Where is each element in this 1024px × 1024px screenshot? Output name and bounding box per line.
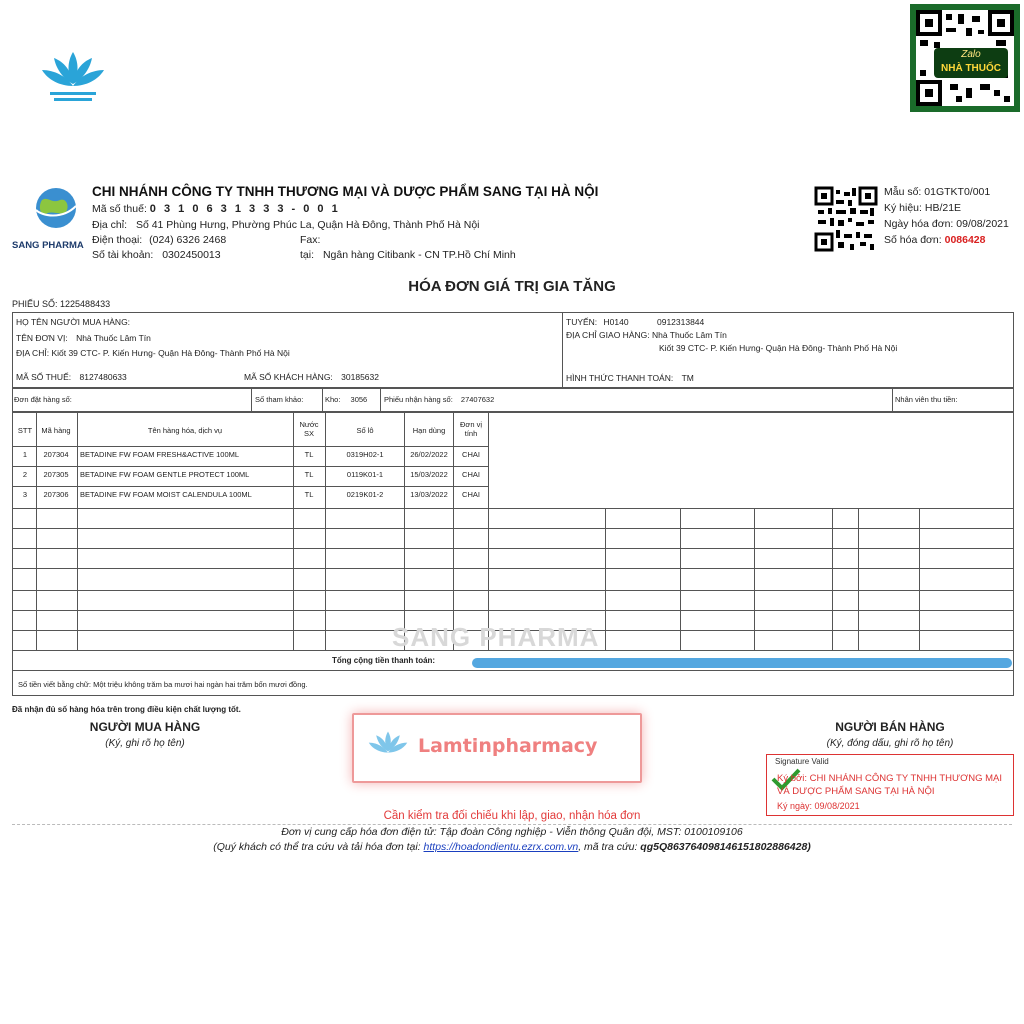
seller-sign-title: NGƯỜI BÁN HÀNG — [835, 720, 945, 734]
delivery-name-line — [566, 330, 727, 340]
table-row-line — [12, 446, 488, 447]
header-expiry: Hạn dùng — [412, 426, 446, 435]
footer-provider: Đơn vị cung cấp hóa đơn điện tử: Tập đoàn Công nghiệp - Viễn thông Quân đội, MST: 0100109106 — [281, 826, 743, 838]
buyer-address-label: ĐỊA CHỈ: — [16, 348, 50, 358]
buyer-unit-line — [16, 333, 151, 343]
route-phone: 0912313844 — [656, 317, 705, 327]
company-address-line — [92, 219, 480, 231]
delivery-name: Nhà Thuốc Lâm Tín — [651, 330, 727, 340]
table-cell: 0219K01-2 — [346, 490, 384, 499]
company-bank-line — [300, 249, 516, 261]
payment-line — [566, 373, 694, 383]
company-phone: (024) 6326 2468 — [149, 234, 227, 246]
table-row-line — [12, 486, 488, 487]
total-amount-bar — [472, 658, 1012, 668]
collector-label: Nhân viên thu tiền: — [895, 395, 958, 404]
signed-date-label: Ký ngày: — [777, 801, 813, 811]
table-column-line — [404, 412, 405, 650]
pharmacy-stamp — [352, 713, 642, 783]
table-cell: 26/02/2022 — [410, 450, 448, 459]
lookup-prefix: (Quý khách có thể tra cứu và tải hóa đơn tại: — [213, 841, 421, 853]
stamp-lotus-icon — [364, 729, 412, 765]
table-row-line — [12, 590, 1014, 591]
table-column-line — [77, 412, 78, 650]
invoice-number: 0086428 — [944, 234, 986, 246]
table-row-line — [12, 528, 1014, 529]
table-cell: 0319H02-1 — [346, 450, 384, 459]
table-column-line — [680, 508, 681, 650]
symbol-value: HB/21E — [924, 202, 962, 214]
buyer-address-line — [16, 348, 290, 358]
form-label: Mẫu số: — [884, 186, 922, 198]
table-cell: 13/03/2022 — [410, 490, 448, 499]
invoice-date: 09/08/2021 — [956, 218, 1009, 230]
sang-pharma-label: SANG PHARMA — [12, 240, 84, 251]
table-column-line — [754, 508, 755, 650]
table-cell: CHAI — [462, 450, 480, 459]
header-code: Mã hàng — [41, 426, 71, 435]
table-cell: 3 — [22, 490, 28, 499]
header-stt: STT — [17, 426, 33, 435]
customer-code-line — [244, 372, 379, 382]
slip-value: 1225488433 — [60, 299, 111, 309]
buyer-tax-label: MÃ SỐ THUẾ: — [16, 372, 72, 382]
delivery-label: ĐỊA CHỈ GIAO HÀNG: — [566, 330, 650, 340]
phone-label: Điện thoại: — [92, 234, 143, 246]
amount-in-words: Số tiền viết bằng chữ: Một triệu không trăm ba mươi hai ngàn hai trăm bốn mươi đồng. — [18, 680, 308, 689]
company-bank: Ngân hàng Citibank - CN TP.Hồ Chí Minh — [322, 249, 516, 261]
table-cell: 207305 — [43, 470, 69, 479]
table-cell: TL — [304, 470, 314, 479]
lookup-code: qg5Q86376409814615180288642​8) — [640, 841, 811, 853]
customer-code: 30185632 — [341, 372, 379, 382]
invoice-qr-code[interactable] — [814, 186, 878, 252]
order-label: Đơn đặt hàng số: — [14, 395, 72, 404]
sang-pharma-logo — [22, 186, 82, 242]
buyer-tax-line — [16, 372, 127, 382]
total-label: Tổng cộng tiền thanh toán: — [332, 656, 436, 665]
invoice-qr-icon — [814, 186, 878, 252]
table-column-line — [325, 412, 326, 650]
form-value: 01GTKT0/001 — [924, 186, 991, 198]
table-cell: 1 — [22, 450, 28, 459]
route-value: H0140 — [603, 317, 629, 327]
table-row-line — [12, 610, 1014, 611]
table-cell: TL — [304, 450, 314, 459]
account-label: Số tài khoản: — [92, 249, 154, 261]
delivery-address: Kiốt 39 CTC- P. Kiến Hưng- Quận Hà Đông- Thành Phố Hà Nội — [659, 343, 898, 353]
address-label: Địa chỉ: — [92, 219, 128, 231]
seller-sign-note: (Ký, đóng dấu, ghi rõ họ tên) — [826, 738, 954, 749]
table-cell: BETADINE FW FOAM MOIST CALENDULA 100ML — [80, 490, 252, 499]
table-row-line — [12, 466, 488, 467]
table-column-line — [858, 508, 859, 650]
tax-label: Mã số thuế: — [92, 203, 147, 215]
buyer-unit: Nhà Thuốc Lâm Tín — [76, 333, 151, 343]
table-cell: CHAI — [462, 490, 480, 499]
buyer-tax: 8127480633 — [79, 372, 127, 382]
table-row-line — [12, 508, 1014, 509]
slip-number — [12, 299, 110, 309]
receipt-label: Phiếu nhận hàng số: — [384, 395, 453, 404]
warehouse-line — [325, 395, 367, 404]
order-row — [12, 388, 1014, 412]
signed-by-label: Ký bởi: — [777, 773, 807, 784]
table-cell: TL — [304, 490, 314, 499]
receipt-line — [384, 395, 494, 404]
table-row-line — [12, 568, 1014, 569]
company-tax-line — [92, 203, 340, 215]
unit-label: TÊN ĐƠN VỊ: — [16, 333, 68, 343]
table-column-line — [36, 412, 37, 650]
lookup-url-link[interactable]: https://hoadondientu.ezrx.com.vn — [423, 841, 579, 853]
warehouse-label: Kho: — [325, 395, 341, 404]
table-row-line — [12, 548, 1014, 549]
footer-lookup — [0, 841, 1024, 853]
signed-by — [777, 772, 1013, 798]
footer-warning: Cần kiểm tra đối chiếu khi lập, giao, nhận hóa đơn — [383, 810, 641, 822]
pharmacy-lotus-logo — [40, 48, 106, 106]
company-account-line — [92, 249, 221, 261]
zalo-qr-code[interactable] — [910, 4, 1020, 112]
footer-divider — [12, 824, 1012, 825]
slip-label: PHIẾU SỐ: — [12, 299, 58, 309]
table-cell: 207304 — [43, 450, 69, 459]
zalo-brand-text: Zalo — [961, 49, 981, 60]
invoice-number-label: Số hóa đơn: — [884, 234, 942, 246]
signed-date-value: 09/08/2021 — [814, 801, 860, 811]
invoice-title: HÓA ĐƠN GIÁ TRỊ GIA TĂNG — [408, 278, 616, 295]
table-row-line — [12, 670, 1014, 671]
fax-label: Fax: — [300, 234, 321, 246]
table-cell: BETADINE FW FOAM FRESH&ACTIVE 100ML — [80, 450, 240, 459]
route-line — [566, 317, 704, 327]
buyer-sign-title: NGƯỜI MUA HÀNG — [89, 720, 201, 734]
table-column-line — [488, 412, 489, 650]
company-account: 0302450013 — [162, 249, 221, 261]
table-column-line — [605, 508, 606, 650]
table-cell: BETADINE FW FOAM GENTLE PROTECT 100ML — [80, 470, 250, 479]
digital-signature-box[interactable] — [766, 754, 1014, 816]
receipt-value: 27407632 — [460, 395, 495, 404]
ref-label: Số tham khảo: — [255, 395, 304, 404]
invoice-date-label: Ngày hóa đơn: — [884, 218, 954, 230]
table-column-line — [453, 412, 454, 650]
table-column-line — [832, 508, 833, 650]
warehouse-value: 3056 — [350, 395, 368, 404]
table-column-line — [919, 508, 920, 650]
tax-code: 0 3 1 0 6 3 1 3 3 3 - 0 0 1 — [149, 203, 341, 215]
company-phone-line — [92, 234, 226, 246]
header-unit: Đơn vị tính — [459, 420, 482, 438]
confirm-text: Đã nhận đủ số hàng hóa trên trong điều kiện chất lượng tốt. — [12, 705, 241, 714]
table-cell: 2 — [22, 470, 28, 479]
payment-label: HÌNH THỨC THANH TOÁN: — [566, 373, 674, 383]
symbol-label: Ký hiệu: — [884, 202, 922, 214]
table-column-line — [293, 412, 294, 650]
table-cell: 15/03/2022 — [410, 470, 448, 479]
header-lot: Số lô — [356, 426, 374, 435]
signed-by-value: CHI NHÁNH CÔNG TY TNHH THƯƠNG MẠI VÀ DƯỢC PHẨM SANG TẠI HÀ NỘI — [777, 773, 1003, 797]
signature-valid: Signature Valid — [775, 757, 829, 766]
company-name: CHI NHÁNH CÔNG TY TNHH THƯƠNG MẠI VÀ DƯỢC PHẨM SANG TẠI HÀ NỘI — [92, 184, 599, 199]
company-address: Số 41 Phùng Hưng, Phường Phúc La, Quận Hà Đông, Thành Phố Hà Nội — [135, 219, 480, 231]
lookup-code-prefix: , mã tra cứu: — [578, 841, 638, 853]
sang-pharma-watermark: SANG PHARMA — [392, 622, 600, 652]
buyer-name-label: HỌ TÊN NGƯỜI MUA HÀNG: — [16, 317, 131, 327]
stamp-text: Lamtinpharmacy — [418, 735, 598, 757]
payment-value: TM — [681, 373, 694, 383]
buyer-address: Kiốt 39 CTC- P. Kiến Hưng- Quận Hà Đông- Thành Phố Hà Nội — [51, 348, 290, 358]
buyer-sign-note: (Ký, ghi rõ họ tên) — [105, 738, 185, 749]
table-cell: 0119K01-1 — [346, 470, 384, 479]
zalo-badge-text: NHÀ THUỐC — [941, 63, 1001, 74]
table-cell: CHAI — [462, 470, 480, 479]
header-name: Tên hàng hóa, dịch vụ — [147, 426, 223, 435]
bank-label: tại: — [300, 249, 315, 261]
invoice-meta — [884, 184, 1009, 248]
header-country: Nước SX — [299, 420, 319, 438]
table-cell: 207306 — [43, 490, 69, 499]
customer-label: MÃ SỐ KHÁCH HÀNG: — [244, 372, 333, 382]
route-label: TUYẾN: — [566, 317, 598, 327]
zalo-badge — [934, 48, 1008, 78]
